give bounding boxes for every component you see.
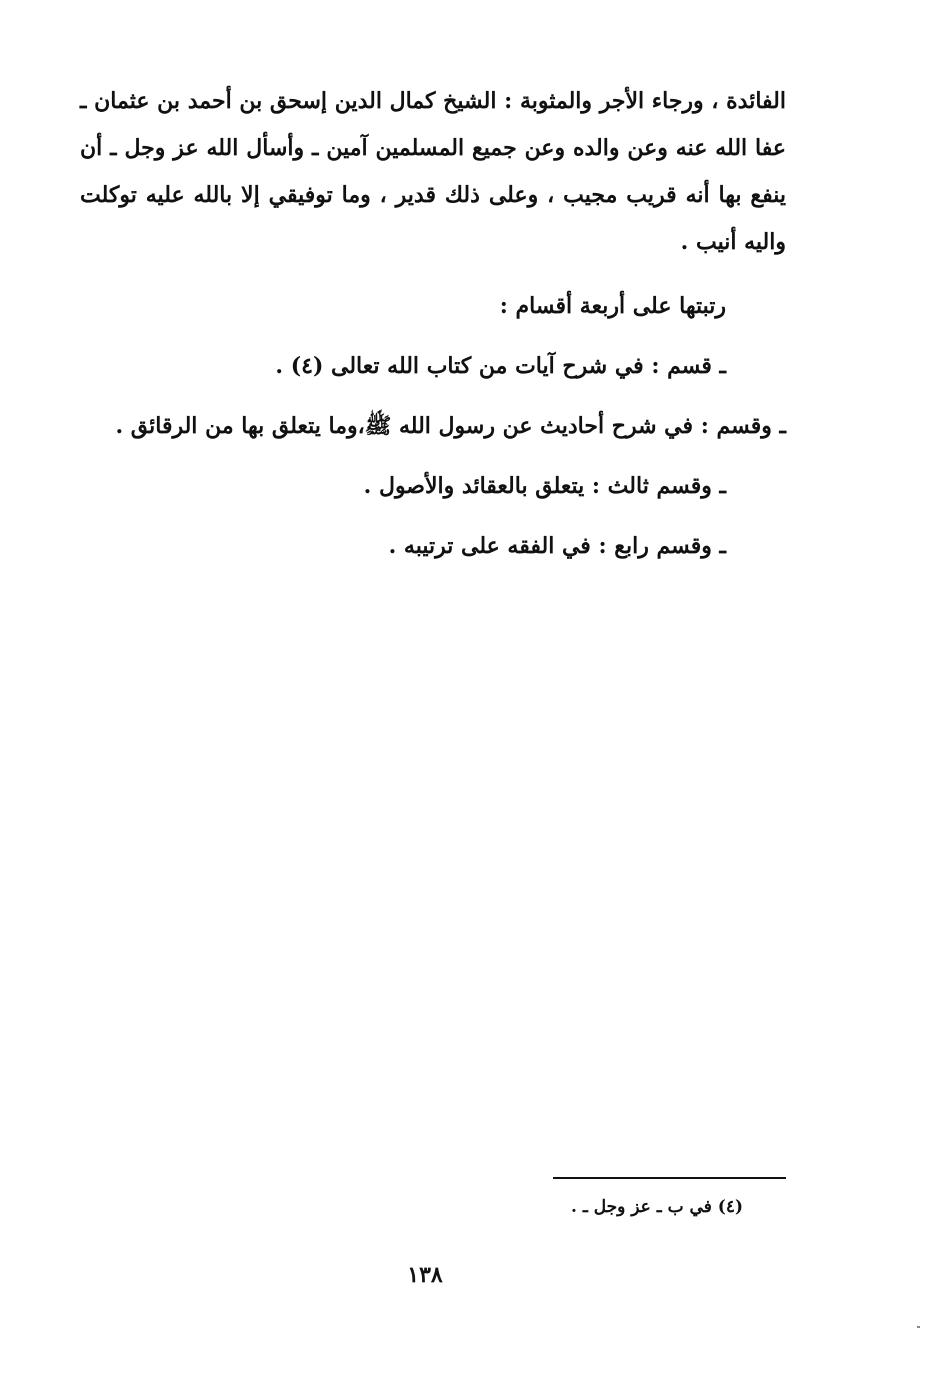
section-item-hadith: ـ وقسم : في شرح أحاديث عن رسول الله ﷺ،وما يتعلق بها من الرقائق . (115, 413, 786, 439)
sections-heading: رتبتها على أربعة أقسام : (499, 293, 726, 319)
footnote: (٤) في ب ـ عز وجل ـ . (571, 1197, 743, 1217)
page-number: ١٣٨ (407, 1262, 443, 1288)
footnote-divider (553, 1177, 786, 1179)
section-item-quran: ـ قسم : في شرح آيات من كتاب الله تعالى (٤) . (275, 353, 726, 379)
section-item-aqaid: ـ وقسم ثالث : يتعلق بالعقائد والأصول . (363, 473, 726, 499)
section-item-fiqh: ـ وقسم رابع : في الفقه على ترتيبه . (388, 533, 726, 559)
intro-paragraph: الفائدة ، ورجاء الأجر والمثوبة : الشيخ كمال الدين إسحق بن أحمد بن عثمان ـ عفا الله عنه وعن والده وعن جميع المسلمين آمين ـ وأسأل الله عز وجل ـ أن ينفع بها أنه قريب مجيب ، وعلى ذلك قدير ، وما توفيقي إلا بالله عليه توكلت واليه أنيب . (80, 88, 786, 255)
scan-speck (917, 1326, 920, 1328)
sections-list (80, 283, 786, 583)
